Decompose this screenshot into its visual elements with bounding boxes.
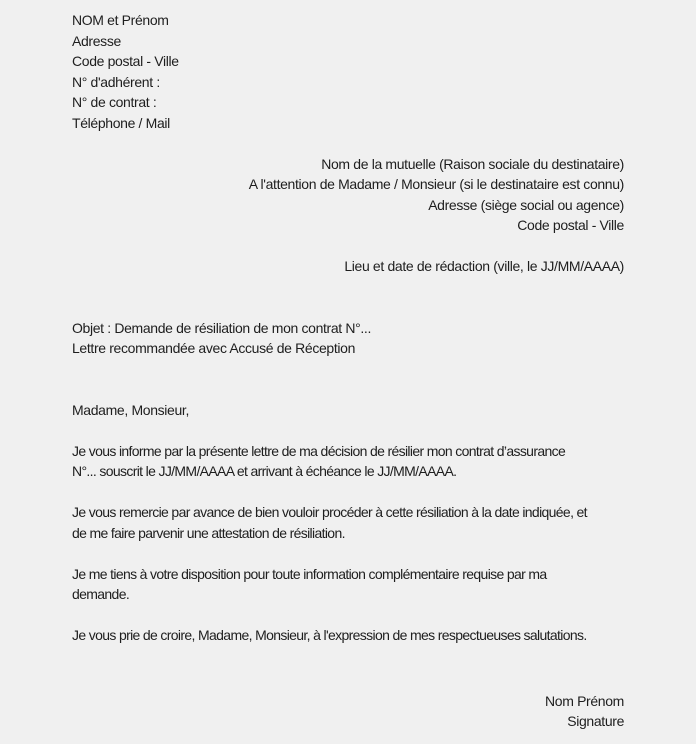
body-line: demande. bbox=[72, 586, 130, 602]
sender-address-line: Adresse bbox=[72, 32, 121, 49]
sender-contract-number-line: N° de contrat : bbox=[72, 94, 157, 110]
recipient-address-line: Adresse (siège social ou agence) bbox=[428, 196, 624, 213]
body-paragraph-2 bbox=[72, 502, 624, 543]
body-line: de me faire parvenir une attestation de résiliation. bbox=[72, 524, 345, 541]
salutation-block bbox=[72, 400, 624, 421]
body-paragraph-4 bbox=[72, 625, 624, 646]
signature-name-line: Nom Prénom bbox=[545, 692, 624, 709]
body-line: N°... souscrit le JJ/MM/AAAA et arrivant à échéance le JJ/MM/AAAA. bbox=[72, 463, 457, 479]
sender-contact-line: Téléphone / Mail bbox=[72, 114, 170, 131]
sender-city-line: Code postal - Ville bbox=[72, 53, 179, 69]
subject-line: Objet : Demande de résiliation de mon contrat N°... bbox=[72, 319, 372, 336]
recipient-city-line: Code postal - Ville bbox=[517, 217, 624, 233]
sender-name-line: NOM et Prénom bbox=[72, 12, 169, 28]
registered-mail-line: Lettre recommandée avec Accusé de Réception bbox=[72, 340, 356, 356]
recipient-block bbox=[72, 154, 624, 236]
signature-label-line: Signature bbox=[567, 713, 624, 729]
sender-block bbox=[72, 10, 624, 133]
signature-block bbox=[72, 691, 624, 732]
body-line: Je vous informe par la présente lettre de ma décision de résilier mon contrat d’assurance bbox=[72, 442, 566, 459]
sender-member-number-line: N° d'adhérent : bbox=[72, 73, 160, 90]
date-line: Lieu et date de rédaction (ville, le JJ/MM/AAAA) bbox=[344, 258, 624, 274]
body-paragraph-1 bbox=[72, 441, 624, 482]
salutation: Madame, Monsieur, bbox=[72, 401, 189, 418]
recipient-attention-line: A l'attention de Madame / Monsieur (si le destinataire est connu) bbox=[248, 176, 624, 192]
body-line: Je me tiens à votre disposition pour toute information complémentaire requise par ma bbox=[72, 565, 547, 582]
body-line: Je vous prie de croire, Madame, Monsieur, à l'expression de mes respectueuses salutations. bbox=[72, 627, 587, 643]
body-paragraph-3 bbox=[72, 564, 624, 605]
date-block bbox=[72, 256, 624, 277]
subject-block bbox=[72, 318, 624, 359]
recipient-company-line: Nom de la mutuelle (Raison sociale du destinataire) bbox=[321, 155, 624, 172]
body-line: Je vous remercie par avance de bien vouloir procéder à cette résiliation à la date indiquée, et bbox=[72, 504, 587, 520]
